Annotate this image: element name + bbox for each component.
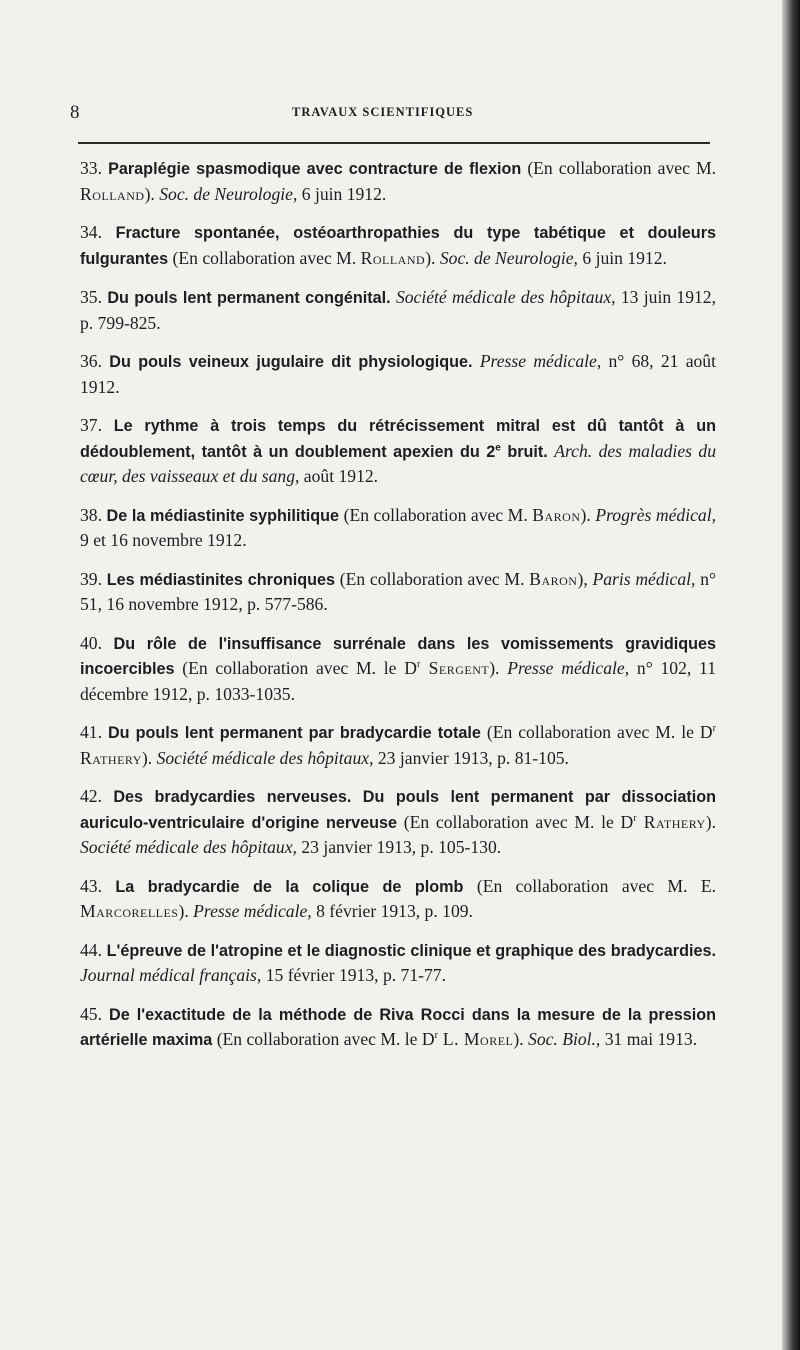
entry-title: La bradycardie de la colique de plomb [115,877,464,896]
running-title: TRAVAUX SCIENTIFIQUES [292,105,474,119]
entry-details: 15 février 1913, p. 71-77. [261,965,446,985]
entry-source: Presse médicale, [479,351,602,371]
entry-number: 34. [80,222,102,242]
entry-collaboration: (En collaboration avec M. le D [397,811,634,832]
entry-source: Arch. des maladies du cœur, des vaisseaux et du sang, [80,440,716,486]
entry-details: 6 juin 1912. [577,247,667,268]
collaborator-name: Baron [532,504,581,525]
header-rule [78,142,710,144]
entry-title: Du pouls lent permanent congénital. [107,289,391,307]
bibliography-entry-37 [80,413,716,489]
entry-title: Du rôle de l'insuffisance surrénale dans les vomissements gravidiques incoercibles [80,634,716,678]
entry-details: n° 51, 16 novembre 1912, p. 577-586. [80,568,717,614]
entry-details: n° 68, 21 août 1912. [80,351,716,397]
entry-collaboration: (En collaboration avec M. E. [463,875,716,896]
entry-title: Le rythme à trois temps du rétrécissement mitral est dû tantôt à un dédoublement, tantôt à un doublement apexien du 2e bruit. [80,417,716,461]
collaborator-name: Baron [529,568,578,589]
bibliography-entry-39: 39. Les médiastinites chroniques (En collaboration avec M. Baron), Paris médical, n° 51, 16 novembre 1912, p. 577-586. [80,568,717,614]
entry-collaboration: (En collaboration avec M. le D [174,658,417,678]
entry-source: Société médicale des hôpitaux, [156,747,374,768]
entry-details: 23 janvier 1913, p. 81-105. [373,747,569,768]
entry-number: 37. [80,415,102,435]
page-edge-shadow [782,0,800,1350]
bibliography-entry-43: 43. La bradycardie de la colique de plomb (En collaboration avec M. E. Marcorelles). Presse médicale, 8 février 1913, p. 109. [80,875,716,921]
bibliography-entry-38: 38. De la médiastinite syphilitique (En collaboration avec M. Baron). Progrès médical, 9 et 16 novembre 1912. [80,504,716,550]
bibliography-entry-34: 34. Fracture spontanée, ostéoarthropathies du type tabétique et douleurs fulgurantes (En collaboration avec M. Rolland). Soc. de Neurologie, 6 juin 1912. [80,222,716,268]
bibliography-entry-40: 40. Du rôle de l'insuffisance surrénale dans les vomissements gravidiques incoercibles (En collaboration avec M. le $D^r$ Sergent). Presse médicale, n° 102, 11 décembre 1912, p. 1033-1035. [80,632,716,704]
entry-collaboration: (En collaboration avec M. [339,504,533,525]
collaborator-name: L. Morel [437,1029,514,1049]
bibliography-entry-36 [80,349,716,399]
bibliography-list [80,156,716,1067]
entry-source: Paris médical, [592,568,696,589]
entry-source: Société médicale des hôpitaux, [395,287,616,307]
entry-collaboration: (En collaboration avec M. [521,158,716,178]
entry-details: 23 janvier 1913, p. 105-130. [296,837,502,857]
entry-number: 45. [80,1003,102,1024]
entry-details: 8 février 1913, p. 109. [311,901,473,921]
page-header [70,102,720,128]
entry-title: Des bradycardies nerveuses. Du pouls lent permanent par dissociation auriculo-ventriculaire d'origine nerveuse [80,788,716,832]
entry-details: n° 102, 11 décembre 1912, p. 1033-1035. [80,658,716,704]
entry-title: De la médiastinite syphilitique [106,506,340,525]
entry-title: De l'exactitude de la méthode de Riva Rocci dans la mesure de la pression artérielle maxima [80,1005,716,1049]
entry-details: 31 mai 1913. [600,1029,698,1049]
page-number: 8 [70,102,80,123]
entry-number: 44. [80,939,102,960]
bibliography-entry-42: 42. Des bradycardies nerveuses. Du pouls lent permanent par dissociation auriculo-ventriculaire d'origine nerveuse (En collaboration avec M. le $D^r$ Rathery). Société médicale des hôpitaux, 23 janvier 1913, p. 105-130. [80,786,716,857]
entry-source: Société médicale des hôpitaux, [80,837,297,857]
entry-number: 43. [80,875,102,896]
entry-collaboration: (En collaboration avec M. [335,568,530,589]
bibliography-entry-33: 33. Paraplégie spasmodique avec contracture de flexion (En collaboration avec M. Rolland). Soc. de Neurologie, 6 juin 1912. [80,158,716,204]
entry-details: 6 juin 1912. [297,183,387,204]
collaborator-name: Rolland [80,183,145,204]
entry-number: 41. [80,722,102,742]
entry-title: Les médiastinites chroniques [106,570,336,589]
entry-details: 13 juin 1912, p. 799-825. [80,287,717,333]
entry-source: Progrès médical, [595,504,716,525]
entry-source: Presse médicale, [507,658,630,678]
entry-source: Soc. de Neurologie, [159,183,298,204]
entry-number: 38. [80,504,102,525]
entry-source: Journal médical français, [80,965,262,985]
bibliography-entry-35 [80,285,716,335]
entry-details: 9 et 16 novembre 1912. [80,530,247,550]
entry-collaboration: (En collaboration avec M. le D [212,1029,435,1049]
bibliography-entry-41: 41. Du pouls lent permanent par bradycardie totale (En collaboration avec M. le $D^r$ Rathery). Société médicale des hôpitaux, 23 janvier 1913, p. 81-105. [80,722,716,768]
entry-collaboration: (En collaboration avec M. [168,247,361,268]
entry-source: Soc. de Neurologie, [439,247,578,268]
bibliography-entry-45: 45. De l'exactitude de la méthode de Riva Rocci dans la mesure de la pression artérielle maxima (En collaboration avec M. le $D^r$ L. Morel). Soc. Biol., 31 mai 1913. [80,1003,716,1049]
entry-number: 33. [80,158,102,178]
entry-source: Soc. Biol., [528,1029,601,1049]
entry-title: L'épreuve de l'atropine et le diagnostic clinique et graphique des bradycardies. [106,941,716,960]
collaborator-name: Rathery [636,811,706,832]
entry-number: 40. [80,632,102,653]
entry-number: 42. [80,786,102,806]
collaborator-name: Rathery [80,747,142,768]
entry-title: Du pouls lent permanent par bradycardie totale [107,724,481,742]
entry-number: 36. [80,351,102,371]
entry-title: Fracture spontanée, ostéoarthropathies du type tabétique et douleurs fulgurantes [80,224,716,268]
entry-title: Du pouls veineux jugulaire dit physiologique. [109,353,473,371]
collaborator-name: Rolland [360,247,426,268]
collaborator-name: Marcorelles [80,901,179,921]
entry-number: 35. [80,287,102,307]
entry-collaboration: (En collaboration avec M. le D [480,722,713,742]
collaborator-name: Sergent [420,658,490,678]
entry-title: Paraplégie spasmodique avec contracture de flexion [108,160,522,178]
bibliography-entry-44 [80,938,716,988]
entry-source: Presse médicale, [193,901,312,921]
entry-details: août 1912. [299,466,379,486]
entry-number: 39. [80,568,102,589]
